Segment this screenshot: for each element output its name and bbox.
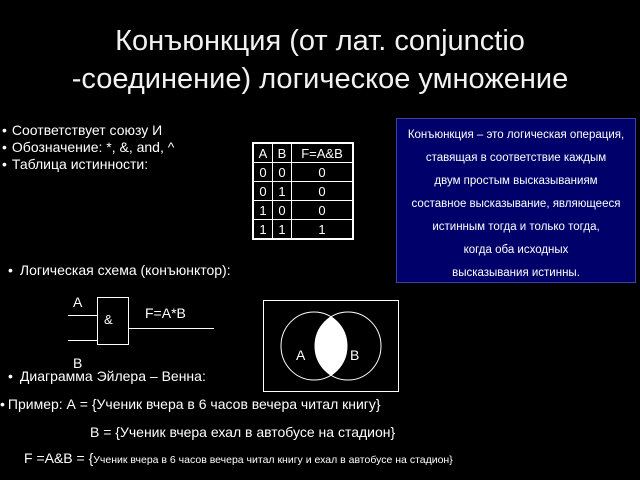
bullet-truth-table: • Таблица истинности: — [2, 156, 174, 173]
example-bullet: • — [0, 396, 5, 412]
gate-symbol: & — [104, 312, 113, 327]
definition-line: высказывания истинны. — [452, 267, 580, 279]
cell-a: 0 — [253, 163, 273, 182]
title-line-2: -соединение) логическое умножение — [71, 63, 569, 95]
cell-f: 0 — [292, 201, 354, 220]
bullet-notation: • Обозначение: *, &, and, ^ — [2, 139, 174, 156]
properties-list — [2, 122, 174, 173]
title-line-1: Конъюнкция (от лат. conjunctio — [115, 25, 525, 57]
table-row — [253, 220, 353, 240]
definition-box — [396, 118, 636, 283]
header-f: F=A&B — [292, 143, 354, 163]
example-f-text: Ученик вчера в 6 часов вечера читал книгу и ехал в автобусе на стадион} — [93, 454, 453, 466]
cell-a: 0 — [253, 182, 273, 201]
gate-input-a-wire — [68, 315, 97, 316]
table-row — [253, 163, 353, 182]
bullet-conjunction-and: • Соответствует союзу И — [2, 122, 174, 139]
example-line-2: В = {Ученик вчера ехал в автобусе на стадион} — [90, 424, 396, 440]
truth-table-header — [253, 143, 353, 163]
gate-output-label: F=A*B — [145, 305, 186, 321]
gate-output-wire — [129, 328, 214, 329]
set-a-label: A — [296, 347, 306, 363]
slide-title — [0, 22, 640, 98]
definition-line: Конъюнкция – это логическая операция, — [407, 129, 625, 141]
gate-input-a-label: A — [73, 294, 83, 310]
cell-a: 1 — [253, 220, 273, 240]
logic-scheme-label: • Логическая схема (конъюнктор): — [8, 262, 231, 278]
table-row — [253, 201, 353, 220]
definition-line: составное высказывание, являющееся — [411, 198, 621, 210]
example-line-3 — [24, 450, 453, 468]
cell-b: 0 — [273, 201, 292, 220]
cell-b: 1 — [273, 182, 292, 201]
set-b-label: B — [350, 347, 360, 363]
definition-line: когда оба исходных — [463, 244, 569, 256]
table-row — [253, 182, 353, 201]
and-gate — [97, 297, 129, 345]
definition-line: истинным тогда и только тогда, — [432, 221, 600, 233]
euler-label: • Диаграмма Эйлера – Венна: — [8, 368, 206, 384]
cell-f: 0 — [292, 163, 354, 182]
example-f-prefix: F =A&B = { — [24, 450, 94, 466]
gate-input-b-wire — [68, 340, 97, 341]
euler-diagram-frame — [263, 300, 399, 392]
header-b: B — [273, 143, 292, 163]
cell-a: 1 — [253, 201, 273, 220]
gate-input-b-label: B — [73, 355, 83, 371]
euler-venn-svg — [264, 301, 398, 391]
definition-line: ставящая в соответствие каждым — [425, 152, 607, 164]
cell-b: 1 — [273, 220, 292, 240]
cell-f: 1 — [292, 220, 354, 240]
truth-table — [252, 142, 354, 240]
cell-f: 0 — [292, 182, 354, 201]
cell-b: 0 — [273, 163, 292, 182]
header-a: A — [253, 143, 273, 163]
definition-line: двум простым высказываниям — [434, 175, 598, 187]
example-line-1 — [0, 396, 381, 412]
example-a-text: Пример: А = {Ученик вчера в 6 часов вечера читал книгу} — [7, 396, 381, 412]
